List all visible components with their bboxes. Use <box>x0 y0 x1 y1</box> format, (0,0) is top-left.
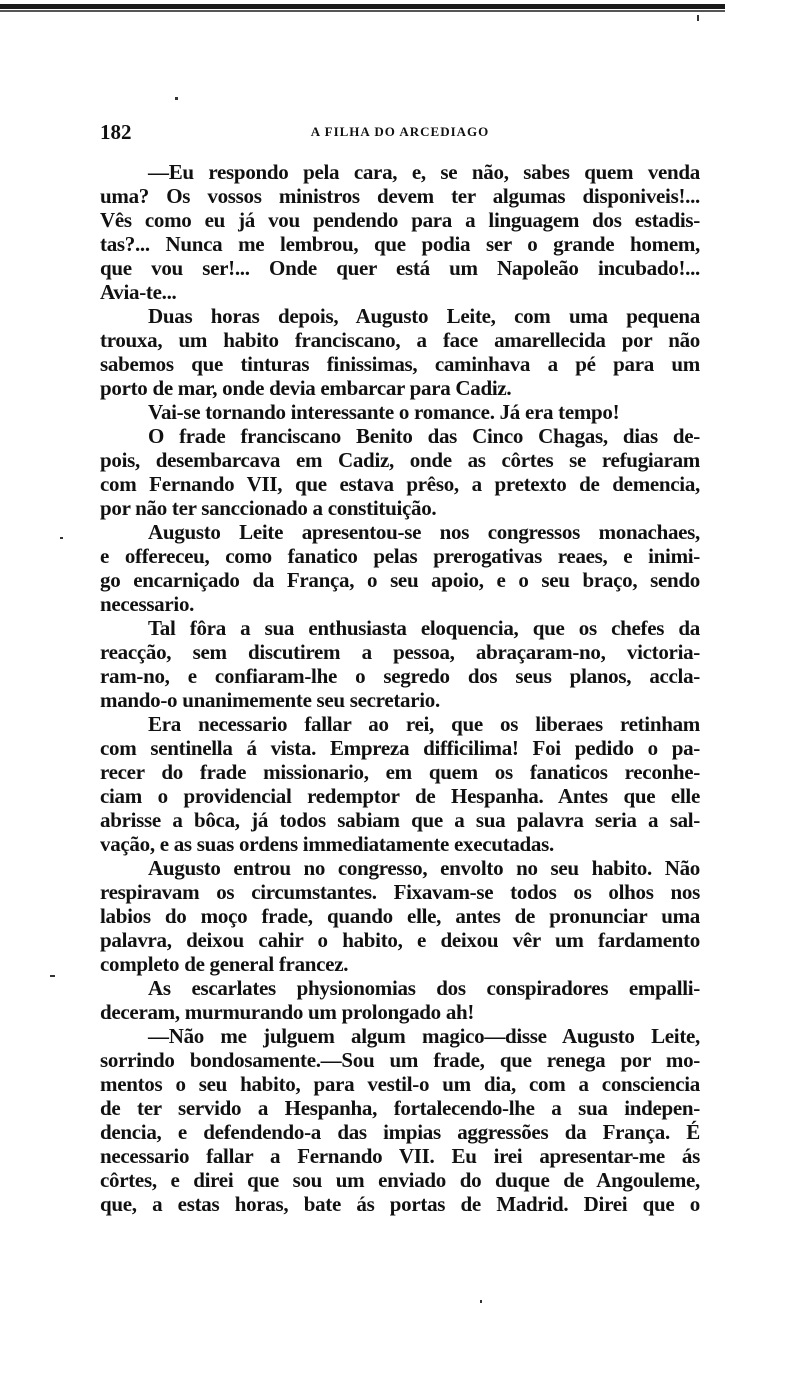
text-line: Era necessario fallar ao rei, que os liberaes retinham <box>148 712 700 736</box>
text-line: Augusto Leite apresentou-se nos congressos monachaes, <box>148 520 700 544</box>
text-line: —Não me julguem algum magico—disse Augusto Leite, <box>148 1024 700 1048</box>
text-line: sabemos que tinturas finissimas, caminhava a pé para um <box>100 352 700 376</box>
text-line: sorrindo bondosamente.—Sou um frade, que renega por mo- <box>100 1048 700 1072</box>
scan-speck <box>60 537 63 539</box>
text-line: Tal fôra a sua enthusiasta eloquencia, que os chefes da <box>148 616 700 640</box>
text-line: go encarniçado da França, o seu apoio, e o seu braço, sendo <box>100 568 700 592</box>
text-line: Duas horas depois, Augusto Leite, com uma pequena <box>148 304 700 328</box>
text-line: recer do frade missionario, em quem os fanaticos reconhe- <box>100 760 700 784</box>
text-line: que vou ser!... Onde quer está um Napoleão incubado!... <box>100 256 700 280</box>
scan-speck <box>480 1300 482 1303</box>
text-line: —Eu respondo pela cara, e, se não, sabes quem venda <box>148 160 700 184</box>
text-line: côrtes, e direi que sou um enviado do duque de Angouleme, <box>100 1168 700 1192</box>
scan-top-edge-shadow <box>0 10 725 12</box>
text-line: com Fernando VII, que estava prêso, a pretexto de demencia, <box>100 472 700 496</box>
text-line: necessario. <box>100 592 195 616</box>
text-line: ram-no, e confiaram-lhe o segredo dos seus planos, accla- <box>100 664 700 688</box>
text-line: de ter servido a Hespanha, fortalecendo-lhe a sua indepen- <box>100 1096 700 1120</box>
body-text <box>100 160 700 1216</box>
text-line: trouxa, um habito franciscano, a face amarellecida por não <box>100 328 700 352</box>
text-line: que, a estas horas, bate ás portas de Madrid. Direi que o <box>100 1192 700 1216</box>
scan-top-edge <box>0 4 725 9</box>
scan-speck <box>50 975 55 977</box>
text-line: labios do moço frade, quando elle, antes de pronunciar uma <box>100 904 700 928</box>
text-line: e offereceu, como fanatico pelas prerogativas reaes, e inimi- <box>100 544 700 568</box>
text-line: necessario fallar a Fernando VII. Eu irei apresentar-me ás <box>100 1144 700 1168</box>
text-line: completo de general francez. <box>100 952 349 976</box>
text-line: tas?... Nunca me lembrou, que podia ser o grande homem, <box>100 232 700 256</box>
text-line: Avia-te... <box>100 280 177 304</box>
running-title: A FILHA DO ARCEDIAGO <box>310 124 490 139</box>
text-line: reacção, sem discutirem a pessoa, abraçaram-no, victoria- <box>100 640 700 664</box>
text-line: mentos o seu habito, para vestil-o um dia, com a consciencia <box>100 1072 700 1096</box>
text-line: respiravam os circumstantes. Fixavam-se todos os olhos nos <box>100 880 700 904</box>
page-number: 182 <box>100 120 132 144</box>
scan-speck <box>175 97 178 100</box>
text-line: porto de mar, onde devia embarcar para Cadiz. <box>100 376 512 400</box>
text-line: uma? Os vossos ministros devem ter algumas disponiveis!... <box>100 184 700 208</box>
text-line: O frade franciscano Benito das Cinco Chagas, dias de- <box>148 424 700 448</box>
text-line: vação, e as suas ordens immediatamente executadas. <box>100 832 554 856</box>
text-line: Augusto entrou no congresso, envolto no seu habito. Não <box>148 856 700 880</box>
text-line: Vai-se tornando interessante o romance. Já era tempo! <box>148 400 620 424</box>
page-header <box>100 120 700 144</box>
text-line: com sentinella á vista. Empreza difficilima! Foi pedido o pa- <box>100 736 700 760</box>
text-line: Vês como eu já vou pendendo para a linguagem dos estadis- <box>100 208 700 232</box>
text-line: pois, desembarcava em Cadiz, onde as côrtes se refugiaram <box>100 448 700 472</box>
text-line: ciam o providencial redemptor de Hespanha. Antes que elle <box>100 784 700 808</box>
text-line: palavra, deixou cahir o habito, e deixou vêr um fardamento <box>100 928 700 952</box>
text-line: dencia, e defendendo-a das impias aggressões da França. É <box>100 1120 700 1144</box>
text-line: abrisse a bôca, já todos sabiam que a sua palavra seria a sal- <box>100 808 700 832</box>
text-line: mando-o unanimemente seu secretario. <box>100 688 440 712</box>
text-line: por não ter sanccionado a constituição. <box>100 496 437 520</box>
scan-speck <box>697 15 699 21</box>
text-line: As escarlates physionomias dos conspiradores empalli- <box>148 976 700 1000</box>
text-line: deceram, murmurando um prolongado ah! <box>100 1000 475 1024</box>
